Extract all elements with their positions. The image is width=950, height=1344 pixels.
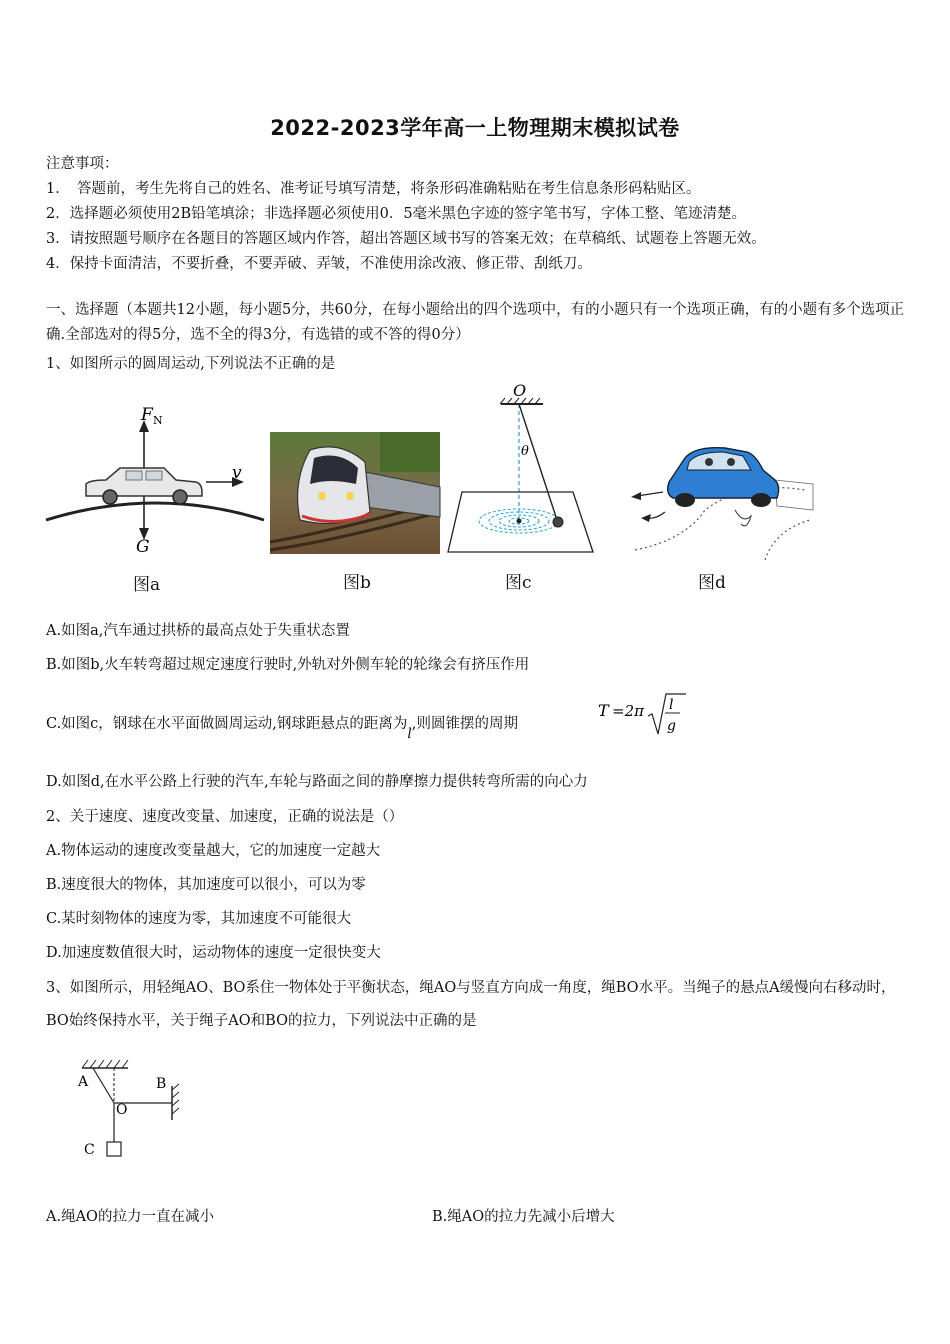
q3-option-a: A.绳AO的拉力一直在减小 (46, 1209, 214, 1225)
q1-option-c-variable: l (407, 726, 412, 742)
figure-q3-label-c: C (84, 1142, 95, 1158)
notice-item-2: 2．选择题必须使用2B铅笔填涂；非选择题必须使用0．5毫米黑色字迹的签字笔书写，字体工整、笔迹清楚。 (46, 206, 747, 222)
notice-item-3: 3．请按照题号顺序在各题目的答题区域内作答，超出答题区域书写的答案无效；在草稿纸、试题卷上答题无效。 (46, 231, 766, 247)
formula-lhs: T (598, 701, 609, 720)
q1-option-c (46, 712, 519, 742)
q1-option-c-formula (596, 688, 688, 742)
figure-a-car-on-arch-bridge (46, 398, 266, 558)
section-intro: 一、选择题（本题共12小题，每小题5分，共60分，在每小题给出的四个选项中，有的小题只有一个选项正确，有的小题有多个选项正确.全部选对的得5分，选不全的得3分，有选错的或不答的得0分） (46, 302, 905, 343)
figure-d-car-turning (625, 440, 815, 562)
notice-heading: 注意事项： (46, 156, 119, 172)
figure-b-label: 图b (343, 573, 371, 593)
q2-option-a: A.物体运动的速度改变量越大，它的加速度一定越大 (46, 843, 381, 859)
q3-option-b: B.绳AO的拉力先减小后增大 (432, 1209, 615, 1225)
q2-option-b: B.速度很大的物体，其加速度可以很小，可以为零 (46, 877, 366, 893)
q2-option-d: D.加速度数值很大时，运动物体的速度一定很快变大 (46, 945, 381, 961)
q1-option-b: B.如图b,火车转弯超过规定速度行驶时,外轨对外侧车轮的轮缘会有挤压作用 (46, 657, 530, 673)
q2-stem: 2、关于速度、速度改变量、加速度，正确的说法是（） (46, 809, 404, 825)
figure-q3-label-a: A (78, 1074, 89, 1090)
formula-denominator: g (667, 718, 676, 734)
notice-item-4: 4．保持卡面清洁，不要折叠，不要弄破、弄皱，不准使用涂改液、修正带、刮纸刀。 (46, 256, 592, 272)
figure-d-label: 图d (698, 573, 726, 593)
page-title: 2022-2023学年高一上物理期末模拟试卷 (270, 116, 680, 140)
q3-stem: 3、如图所示，用轻绳AO、BO系住一物体处于平衡状态，绳AO与竖直方向成一角度，绳BO水平。当绳子的悬点A缓慢向右移动时，BO始终保持水平，关于绳子AO和BO的拉力，下列说法中正确的是 (46, 980, 896, 1029)
figure-c-theta-label: θ (521, 444, 529, 459)
figure-b-train-photo (270, 432, 440, 554)
figure-a-v-label: v (232, 463, 242, 483)
figure-a-label: 图a (133, 575, 161, 595)
figure-c-conical-pendulum (445, 380, 605, 562)
figure-c-label: 图c (505, 573, 532, 593)
figure-q3-rope-system (80, 1056, 190, 1162)
figure-a-fn-sub: N (153, 414, 163, 427)
q1-stem: 1、如图所示的圆周运动,下列说法不正确的是 (46, 356, 336, 372)
figure-q3-label-o: O (116, 1102, 128, 1118)
notice-item-1: 1． 答题前，考生先将自己的姓名、准考证号填写清楚，将条形码准确粘贴在考生信息条形码粘贴区。 (46, 181, 701, 197)
figure-q3-label-b: B (156, 1076, 167, 1092)
q1-option-d: D.如图d,在水平公路上行驶的汽车,车轮与路面之间的静摩擦力提供转弯所需的向心力 (46, 774, 588, 790)
q1-option-c-text-post: ,则圆锥摆的周期 (411, 716, 519, 732)
formula-numerator: l (669, 697, 674, 713)
figure-a-g-label: G (136, 537, 150, 557)
figure-c-o-label: O (513, 381, 527, 400)
q1-option-c-text: C.如图c，钢球在水平面做圆周运动,钢球距悬点的距离为 (46, 716, 408, 732)
formula-eq: =2π (612, 702, 644, 720)
figure-a-fn-label: F (141, 405, 153, 425)
q2-option-c: C.某时刻物体的速度为零，其加速度不可能很大 (46, 911, 352, 927)
q1-option-a: A.如图a,汽车通过拱桥的最高点处于失重状态置 (46, 623, 350, 639)
